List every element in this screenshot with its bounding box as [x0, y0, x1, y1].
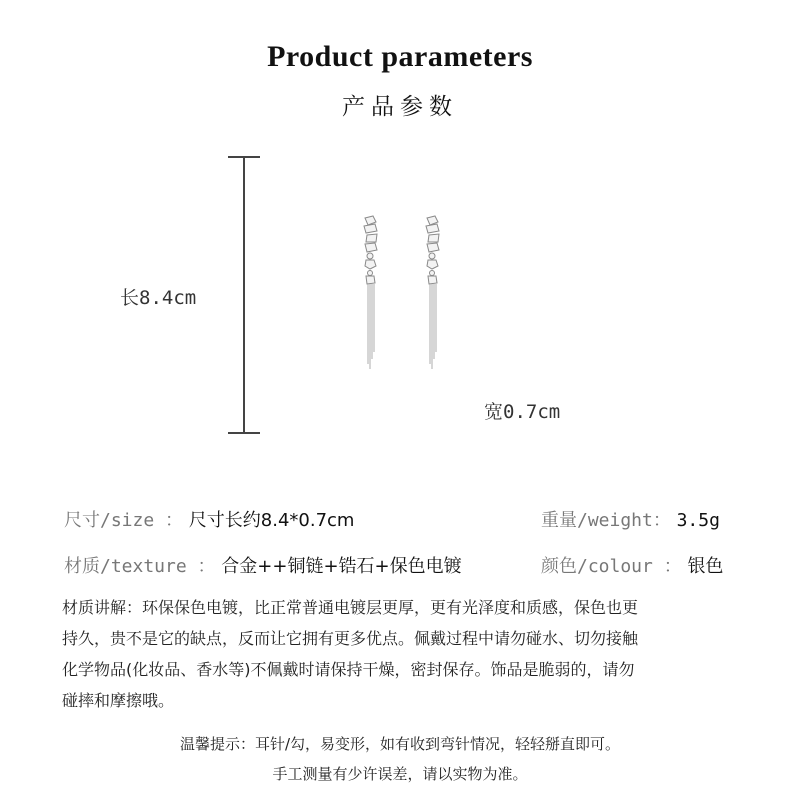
- spec-weight-key: 重量/weight：: [541, 510, 671, 531]
- spec-material-value: 合金++铜链+锆石+保色电镀: [221, 556, 462, 577]
- description-line: 化学物品(化妆品、香水等)不佩戴时请保持干燥，密封保存。饰品是脆弱的，请勿: [62, 660, 635, 679]
- width-label: 宽0.7cm: [484, 401, 561, 423]
- length-ruler-icon: [226, 156, 262, 434]
- spec-weight-value: 3.5g: [676, 510, 720, 531]
- description-line: 持久，贵不是它的缺点，反而让它拥有更多优点。佩戴过程中请勿碰水、切勿接触: [62, 629, 639, 648]
- spec-colour: [541, 552, 723, 578]
- length-label: 长8.4cm: [120, 287, 197, 309]
- spec-size-key: 尺寸/size ：: [64, 510, 184, 531]
- spec-material: [64, 552, 462, 578]
- spec-material-key: 材质/texture ：: [64, 556, 216, 577]
- description-line: 碰摔和摩擦哦。: [62, 691, 175, 710]
- measurement-note: 手工测量有少许误差，请以实物为准。: [272, 765, 528, 783]
- spec-colour-value: 银色: [687, 556, 724, 577]
- spec-size: [64, 506, 354, 532]
- description-line: 材质讲解：环保保色电镀，比正常普通电镀层更厚，更有光泽度和质感，保色也更: [62, 598, 639, 617]
- warm-tip: 温馨提示：耳针/勾，易变形，如有收到弯针情况，轻轻掰直即可。: [179, 735, 621, 753]
- page-subtitle: 产品参数: [342, 94, 458, 120]
- material-description: [62, 592, 752, 716]
- spec-weight: [541, 506, 720, 532]
- page-title: Product parameters: [267, 40, 533, 73]
- earrings-product-icon: [355, 214, 445, 374]
- spec-size-value: 尺寸长约8.4*0.7cm: [188, 510, 355, 531]
- spec-colour-key: 颜色/colour ：: [541, 556, 682, 577]
